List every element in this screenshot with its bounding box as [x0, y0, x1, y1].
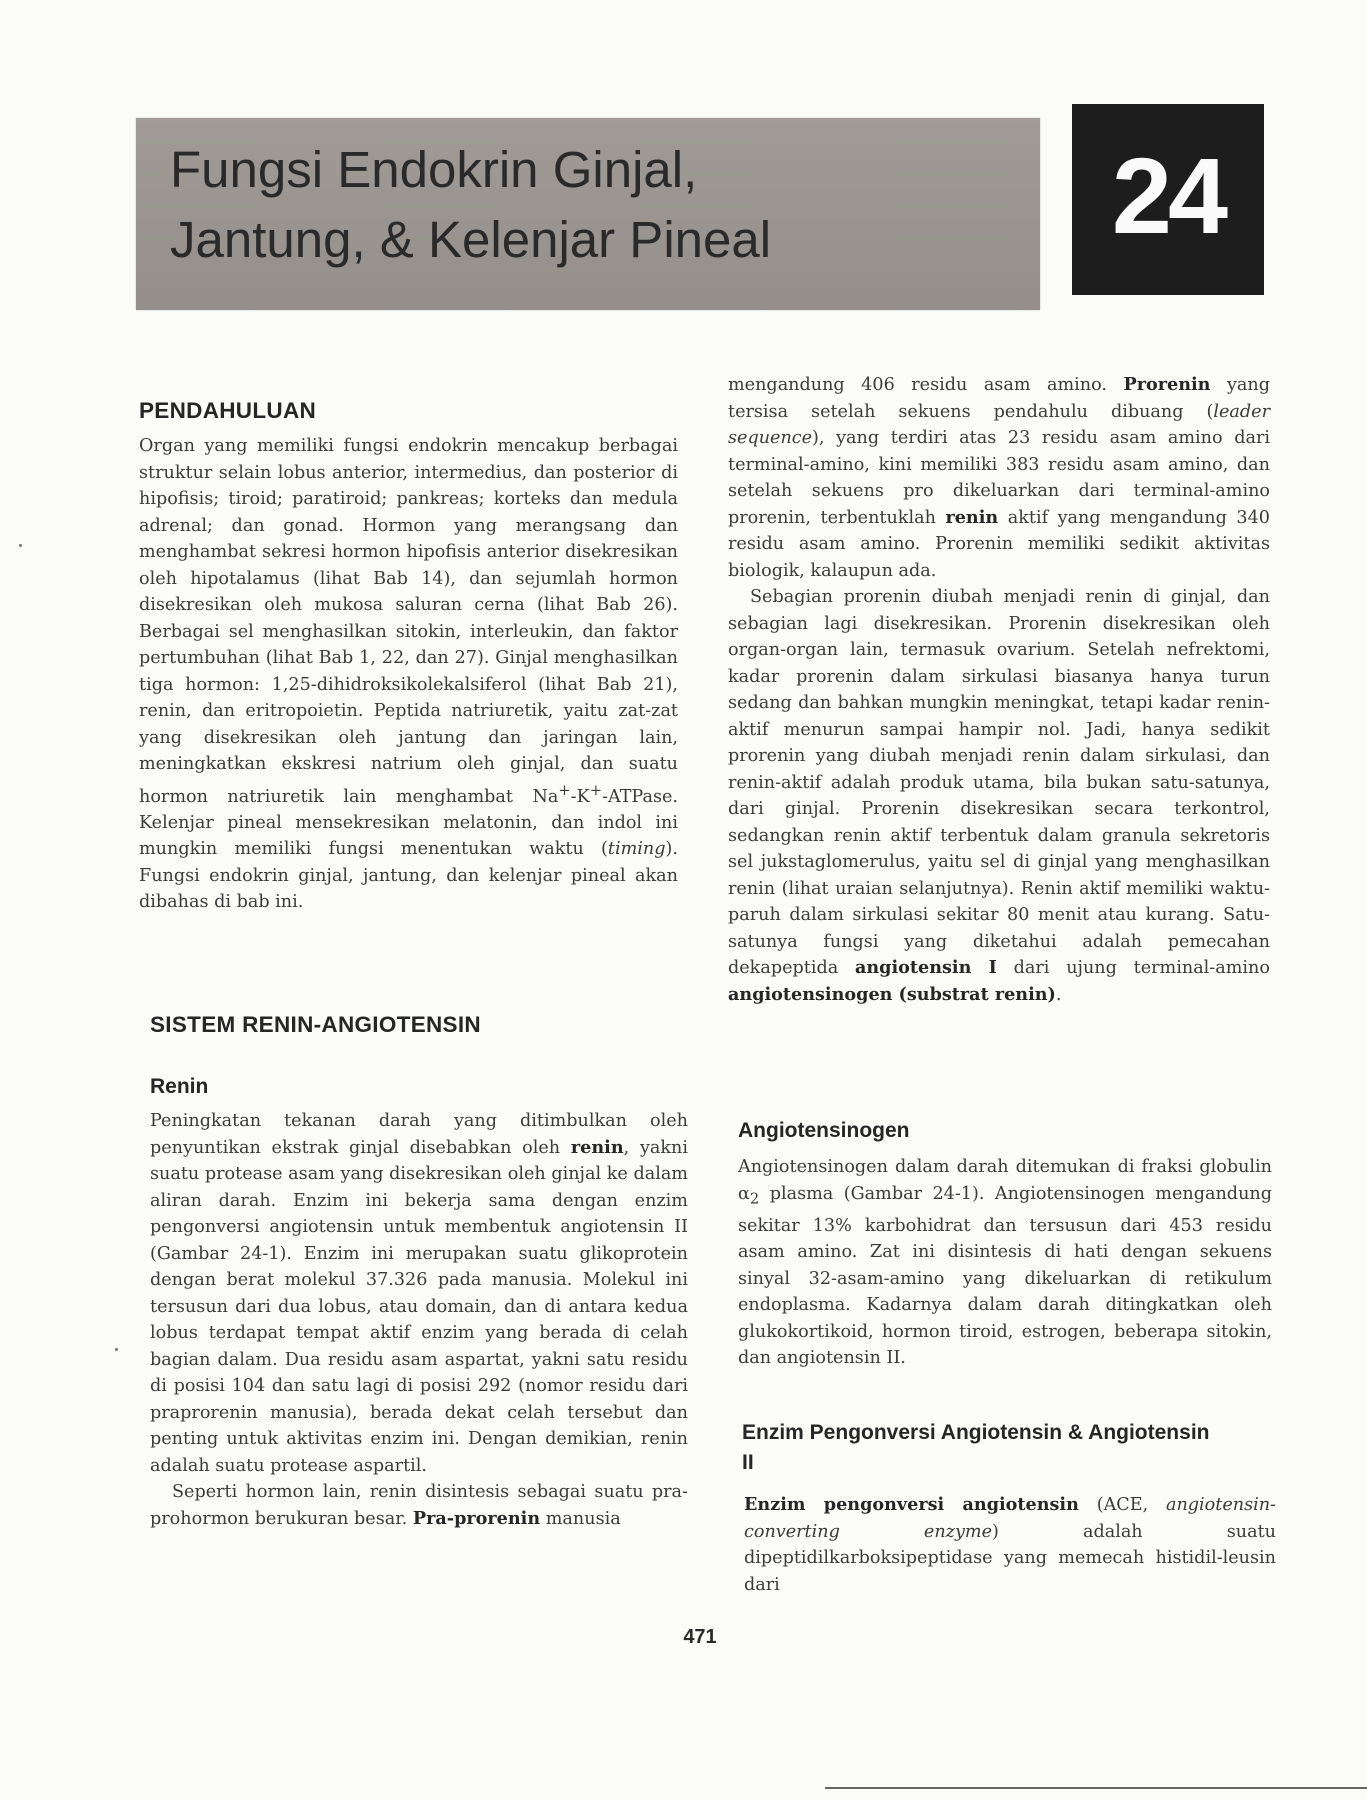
ace-paragraph: Enzim pengonversi angiotensin (ACE, angiotensin-converting enzyme) adalah suatu dipeptidilkarboksipeptidase yang memecah histidil-leusin dari — [744, 1494, 1276, 1595]
intro-paragraph-block — [139, 433, 678, 916]
chapter-title-line-1: Fungsi Endokrin Ginjal, — [170, 141, 698, 198]
renin-secretion-paragraph: Sebagian prorenin diubah menjadi renin di ginjal, dan sebagian lagi disekresikan. Prorenin disekresikan oleh organ-organ lain, termasuk ovarium. Setelah nefrektomi, kadar prorenin dalam sirkulasi biasanya hanya turun sedang dan bahkan mungkin meningkat, tetapi kadar renin-aktif menurun sampai hampir nol. Jadi, hanya sedikit prorenin yang diubah menjadi renin dalam sirkulasi, dan renin-aktif adalah produk utama, bila bukan satu-satunya, dari ginjal. Prorenin disekresikan secara terkontrol, sedangkan renin aktif terbentuk dalam granula sekretoris sel jukstaglomerulus, yaitu sel di ginjal yang menghasilkan renin (lihat uraian selanjutnya). Renin aktif memiliki waktu-paruh dalam sirkulasi sekitar 80 menit atau kurang. Satu-satunya fungsi yang diketahui adalah pemecahan dekapeptida angiotensin I dari ujung terminal-amino angiotensinogen (substrat renin). — [728, 587, 1270, 1005]
intro-paragraph: Organ yang memiliki fungsi endokrin mencakup berbagai struktur selain lobus anterior, intermedius, dan posterior di hipofisis; tiroid; paratiroid; pankreas; korteks dan medula adrenal; dan gonad. Hormon yang merangsang dan menghambat sekresi hormon hipofisis anterior disekresikan oleh hipotalamus (lihat Bab 14), dan sejumlah hormon disekresikan oleh mukosa saluran cerna (lihat Bab 26). Berbagai sel menghasilkan sitokin, interleukin, dan faktor pertumbuhan (lihat Bab 1, 22, dan 27). Ginjal menghasilkan tiga hormon: 1,25-dihidroksikolekalsiferol (lihat Bab 21), renin, dan eritropoietin. Peptida natriuretik, yaitu zat-zat yang disekresikan oleh jantung dan jaringan lain, meningkatkan ekskresi natrium oleh ginjal, dan suatu hormon natriuretik lain menghambat Na+-K+-ATPase. Kelenjar pineal mensekresikan melatonin, dan indol ini mungkin memiliki fungsi menentukan waktu (timing). Fungsi endokrin ginjal, jantung, dan kelenjar pineal akan dibahas di bab ini. — [139, 436, 678, 913]
chapter-number: 24 — [1111, 135, 1225, 256]
angiotensinogen-paragraph-block — [738, 1154, 1272, 1372]
subsection-heading-ace: Enzim Pengonversi Angiotensin & Angiotensin II — [742, 1421, 1210, 1474]
prorenin-paragraph: mengandung 406 residu asam amino. Prorenin yang tersisa setelah sekuens pendahulu dibuang (leader sequence), yang terdiri atas 23 residu asam amino dari terminal-amino, kini memiliki 383 residu asam amino, dan setelah sekuens pro dikeluarkan dari terminal-amino prorenin, terbentuklah renin aktif yang mengandung 340 residu asam amino. Prorenin memiliki sedikit aktivitas biologik, kalaupun ada. — [728, 374, 1270, 581]
page-number: 471 — [683, 1626, 717, 1648]
chapter-title-line-2: Jantung, & Kelenjar Pineal — [170, 211, 772, 268]
ace-paragraph-block — [744, 1492, 1276, 1598]
subsection-heading-renin: Renin — [150, 1075, 209, 1098]
renin-paragraph-1: Peningkatan tekanan darah yang ditimbulkan oleh penyuntikan ekstrak ginjal disebabkan oleh renin, yakni suatu protease asam yang disekresikan oleh ginjal ke dalam aliran darah. Enzim ini bekerja sama dengan enzim pengonversi angiotensin untuk membentuk angiotensin II (Gambar 24-1). Enzim ini merupakan suatu glikoprotein dengan berat molekul 37.326 pada manusia. Molekul ini tersusun dari dua lobus, atau domain, dan di antara kedua lobus terdapat tempat aktif enzim yang berada di celah bagian dalam. Dua residu asam aspartat, yakni satu residu di posisi 104 dan satu lagi di posisi 292 (nomor residu dari praprorenin manusia), berada dekat celah tersebut dan penting untuk aktivitas enzim ini. Dengan demikian, renin adalah suatu protease aspartil. — [150, 1111, 689, 1476]
section-heading-pendahuluan: PENDAHULUAN — [139, 398, 317, 423]
angiotensinogen-paragraph: Angiotensinogen dalam darah ditemukan di fraksi globulin $\alpha_2$ plasma (Gambar 24-1). Angiotensinogen mengandung sekitar 13% karbohidrat dan tersusun dari 453 residu asam amino. Zat ini disintesis di hati dengan sekuens sinyal 32-asam-amino yang dikeluarkan di retikulum endoplasma. Kadarnya dalam darah ditingkatkan oleh glukokortikoid, hormon tiroid, estrogen, beberapa sitokin, dan angiotensin II. — [738, 1157, 1272, 1369]
scan-speck — [19, 544, 22, 547]
right-column-text-block — [728, 372, 1270, 1008]
bottom-rule — [825, 1787, 1367, 1789]
subsection-heading-angiotensinogen: Angiotensinogen — [738, 1119, 910, 1142]
renin-paragraph-block — [150, 1108, 688, 1532]
scan-speck — [115, 1348, 118, 1351]
section-heading-sistem-renin-angiotensin: SISTEM RENIN-ANGIOTENSIN — [150, 1012, 481, 1037]
renin-paragraph-2: Seperti hormon lain, renin disintesis sebagai suatu pra-prohormon berukuran besar. Pra-prorenin manusia — [150, 1482, 688, 1529]
